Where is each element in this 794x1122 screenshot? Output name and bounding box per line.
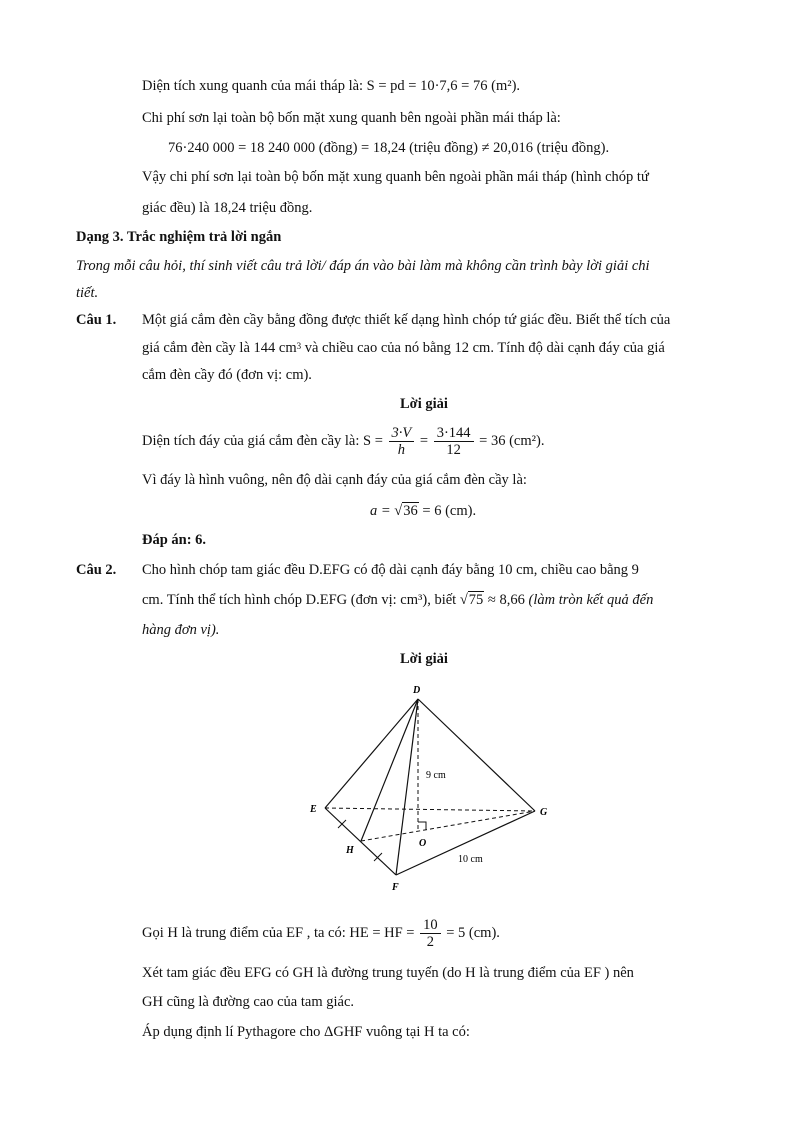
solution-line: Diện tích đáy của giá cắm đèn cầy là: S = $\frac{3\cdot V}{h}$ = $\frac{3\cdot 144}{12}$ = 36 (cm²). bbox=[142, 425, 545, 459]
height-label: 9 cm bbox=[426, 770, 446, 781]
question-text: Một giá cắm đèn cầy bằng đồng được thiết kế dạng hình chóp tứ giác đều. Biết thể tích của bbox=[142, 312, 671, 328]
pyramid-figure bbox=[300, 680, 560, 895]
solution-line: a = √36 = 6 (cm). bbox=[370, 503, 477, 519]
solution-line: Xét tam giác đều EFG có GH là đường trung tuyến (do H là trung điểm của EF ) nên bbox=[142, 965, 634, 981]
question-text: cắm đèn cầy đó (đơn vị: cm). bbox=[142, 367, 312, 383]
text-line: Vậy chi phí sơn lại toàn bộ bốn mặt xung quanh bên ngoài phần mái tháp (hình chóp tứ bbox=[142, 169, 649, 185]
solution-line: Áp dụng định lí Pythagore cho ΔGHF vuông tại H ta có: bbox=[142, 1024, 470, 1040]
solution-line: GH cũng là đường cao của tam giác. bbox=[142, 994, 355, 1010]
label-D: D bbox=[413, 685, 421, 696]
label-E: E bbox=[310, 804, 317, 815]
question-label: Câu 2. bbox=[76, 562, 117, 578]
question-text: giá cắm đèn cầy là 144 $cm^3$ và chiều cao của nó bằng 12 cm. Tính độ dài cạnh đáy của giá bbox=[142, 340, 665, 356]
question-text: Cho hình chóp tam giác đều D.EFG có độ dài cạnh đáy bằng 10 cm, chiều cao bằng 9 bbox=[142, 562, 639, 578]
text-line: 76·240 000 = 18 240 000 (đồng) = 18,24 (triệu đồng) ≠ 20,016 (triệu đồng). bbox=[168, 140, 610, 156]
edge-label: 10 cm bbox=[458, 854, 483, 865]
edge-EF bbox=[325, 808, 396, 875]
label-O: O bbox=[419, 838, 427, 849]
question-text: cm. Tính thể tích hình chóp D.EFG (đơn vị: cm³), biết √75 ≈ 8,66 (làm tròn kết quả đến bbox=[142, 592, 654, 608]
section-title: Dạng 3. Trắc nghiệm trả lời ngắn bbox=[76, 229, 282, 245]
text-line: Diện tích xung quanh của mái tháp là: S = pd = 10·7,6 = 76 (m²). bbox=[142, 78, 521, 94]
label-G: G bbox=[540, 807, 548, 818]
text-line: Chi phí sơn lại toàn bộ bốn mặt xung quanh bên ngoài phần mái tháp là: bbox=[142, 110, 561, 126]
answer: Đáp án: 6. bbox=[142, 532, 207, 548]
edge-EG bbox=[325, 808, 535, 811]
right-angle-mark bbox=[418, 822, 426, 830]
edge-DE bbox=[325, 699, 418, 808]
section-instruction: tiết. bbox=[76, 285, 99, 301]
question-text: hàng đơn vị). bbox=[142, 622, 220, 638]
text-line: giác đều) là 18,24 triệu đồng. bbox=[142, 200, 313, 216]
question-label: Câu 1. bbox=[76, 312, 117, 328]
label-F: F bbox=[392, 882, 399, 893]
solution-line: Vì đáy là hình vuông, nên độ dài cạnh đáy của giá cắm đèn cầy là: bbox=[142, 472, 527, 488]
edge-FG bbox=[396, 811, 535, 875]
solution-line: Gọi H là trung điểm của EF , ta có: HE = HF = $\frac{10}{2}$ = 5 (cm). bbox=[142, 917, 500, 951]
edge-DG bbox=[418, 699, 535, 811]
solution-heading: Lời giải bbox=[400, 396, 448, 412]
tick-mark bbox=[374, 853, 382, 861]
section-instruction: Trong mỗi câu hỏi, thí sinh viết câu trả lời/ đáp án vào bài làm mà không cần trình bày lời giải chi bbox=[76, 258, 650, 274]
solution-heading: Lời giải bbox=[400, 651, 448, 667]
label-H: H bbox=[346, 845, 354, 856]
median-HG bbox=[361, 811, 535, 841]
